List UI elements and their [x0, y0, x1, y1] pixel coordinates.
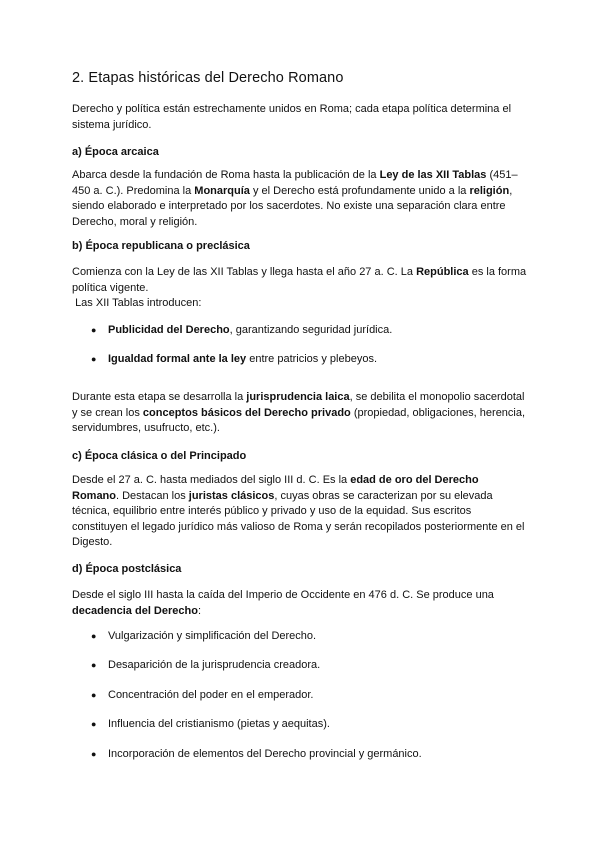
- section-a-heading: a) Época arcaica: [72, 146, 159, 158]
- bullet-icon: ●: [91, 354, 97, 364]
- section-d-heading: d) Época postclásica: [72, 563, 182, 575]
- section-a-paragraph: Abarca desde la fundación de Roma hasta la publicación de la Ley de las XII Tablas (451–450 a. C.). Predomina la Monarquía y el Derecho está profundamente unido a la religión, siendo elaborado e interpretado por los sacerdotes. No existe una separación clara entre Derecho, moral y religión.: [72, 169, 518, 228]
- section-c-heading: c) Época clásica o del Principado: [72, 450, 247, 462]
- bullet-icon: ●: [91, 690, 97, 700]
- bullet-icon: ●: [91, 325, 97, 335]
- section-b-paragraph-1: Comienza con la Ley de las XII Tablas y llega hasta el año 27 a. C. La República es la forma política vigente. Las XII Tablas introducen:: [72, 266, 527, 309]
- section-b-paragraph-2: Durante esta etapa se desarrolla la jurisprudencia laica, se debilita el monopolio sacerdotal y se crean los conceptos básicos del Derecho privado (propiedad, obligaciones, herencia, servidumbres, usufructo, etc.).: [72, 391, 526, 434]
- page-title: 2. Etapas históricas del Derecho Romano: [72, 70, 344, 86]
- bullet-icon: ●: [91, 749, 97, 759]
- intro-paragraph: Derecho y política están estrechamente unidos en Roma; cada etapa política determina el sistema jurídico.: [72, 103, 512, 131]
- bullet-icon: ●: [91, 631, 97, 641]
- section-d-paragraph: Desde el siglo III hasta la caída del Imperio de Occidente en 476 d. C. Se produce una decadencia del Derecho:: [72, 589, 494, 617]
- section-b-heading: b) Época republicana o preclásica: [72, 240, 250, 252]
- bullet-icon: ●: [91, 719, 97, 729]
- bullet-icon: ●: [91, 660, 97, 670]
- section-c-paragraph: Desde el 27 a. C. hasta mediados del siglo III d. C. Es la edad de oro del Derecho Romano. Destacan los juristas clásicos, cuyas obras se caracterizan por su elevada técnica, equilibrio entre interés público y privado y uso de la equidad. Sus escritos constituyen el legado jurídico más valioso de Roma y serán recopilados posteriormente en el Digesto.: [72, 474, 525, 548]
